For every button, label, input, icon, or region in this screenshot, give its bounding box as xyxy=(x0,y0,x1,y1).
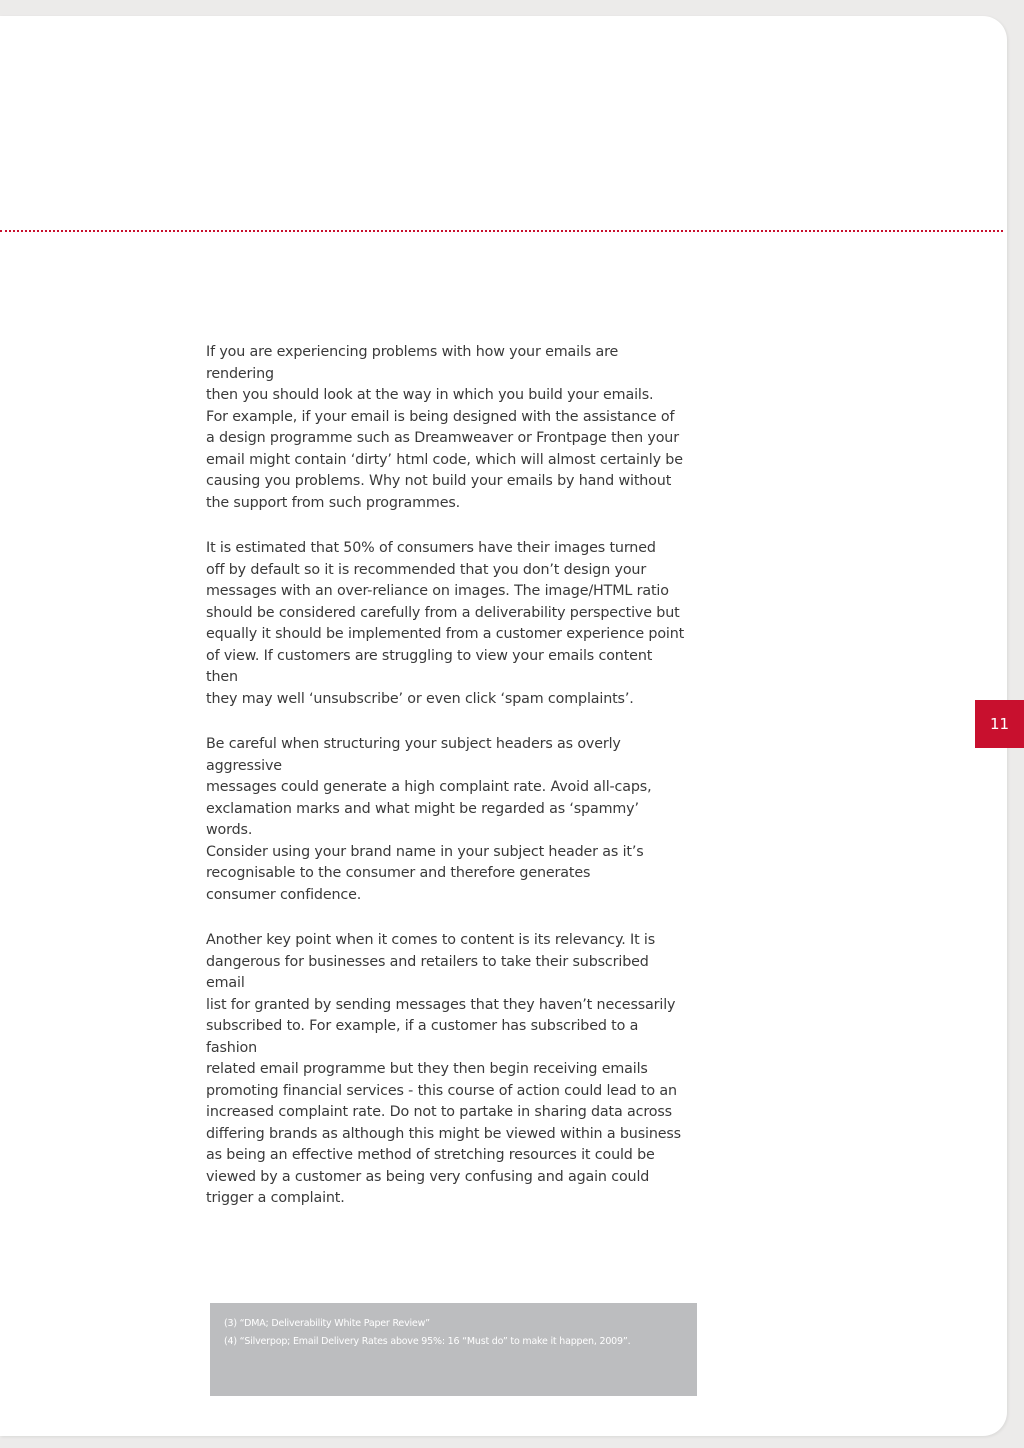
footnote-box xyxy=(210,1303,697,1396)
paragraph-relevancy: Another key point when it comes to content is its relevancy. It is dangerous for businesses and retailers to take their subscribed email list for granted by sending messages that they haven’t necessarily subscribed to. For example, if a customer has subscribed to a fashion related email programme but they then begin receiving emails promoting financial services - this course of action could lead to an increased complaint rate. Do not to partake in sharing data across differing brands as although this might be viewed within a business as being an effective method of stretching resources it could be viewed by a customer as being very confusing and again could trigger a complaint. xyxy=(206,932,681,1206)
page-number-tab: 11 xyxy=(975,700,1024,748)
footnote-4: (4) “Silverpop; Email Delivery Rates above 95%: 16 “Must do” to make it happen, 2009”. xyxy=(224,1336,631,1347)
footnote-3: (3) “DMA; Deliverability White Paper Review” xyxy=(224,1318,430,1329)
page-sheet xyxy=(0,16,1007,1436)
paragraph-images: It is estimated that 50% of consumers have their images turned off by default so it is recommended that you don’t design your messages with an over-reliance on images. The image/HTML ratio should be considered carefully from a deliverability perspective but equally it should be implemented from a customer experience point of view. If customers are struggling to view your emails content then they may well ‘unsubscribe’ or even click ‘spam complaints’. xyxy=(206,540,685,707)
dotted-divider xyxy=(0,230,1003,232)
paragraph-rendering: If you are experiencing problems with how your emails are rendering then you should look at the way in which you build your emails. For example, if your email is being designed with the assistance of a design programme such as Dreamweaver or Frontpage then your email might contain ‘dirty’ html code, which will almost certainly be causing you problems. Why not build your emails by hand without the support from such programmes. xyxy=(206,344,683,511)
footnotes xyxy=(224,1315,687,1351)
paragraph-subject-headers: Be careful when structuring your subject headers as overly aggressive messages could generate a high complaint rate. Avoid all-caps, exclamation marks and what might be regarded as ‘spammy’ words. Consider using your brand name in your subject header as it’s recognisable to the consumer and therefore generates consumer confidence. xyxy=(206,736,652,903)
body-text xyxy=(206,342,686,1234)
